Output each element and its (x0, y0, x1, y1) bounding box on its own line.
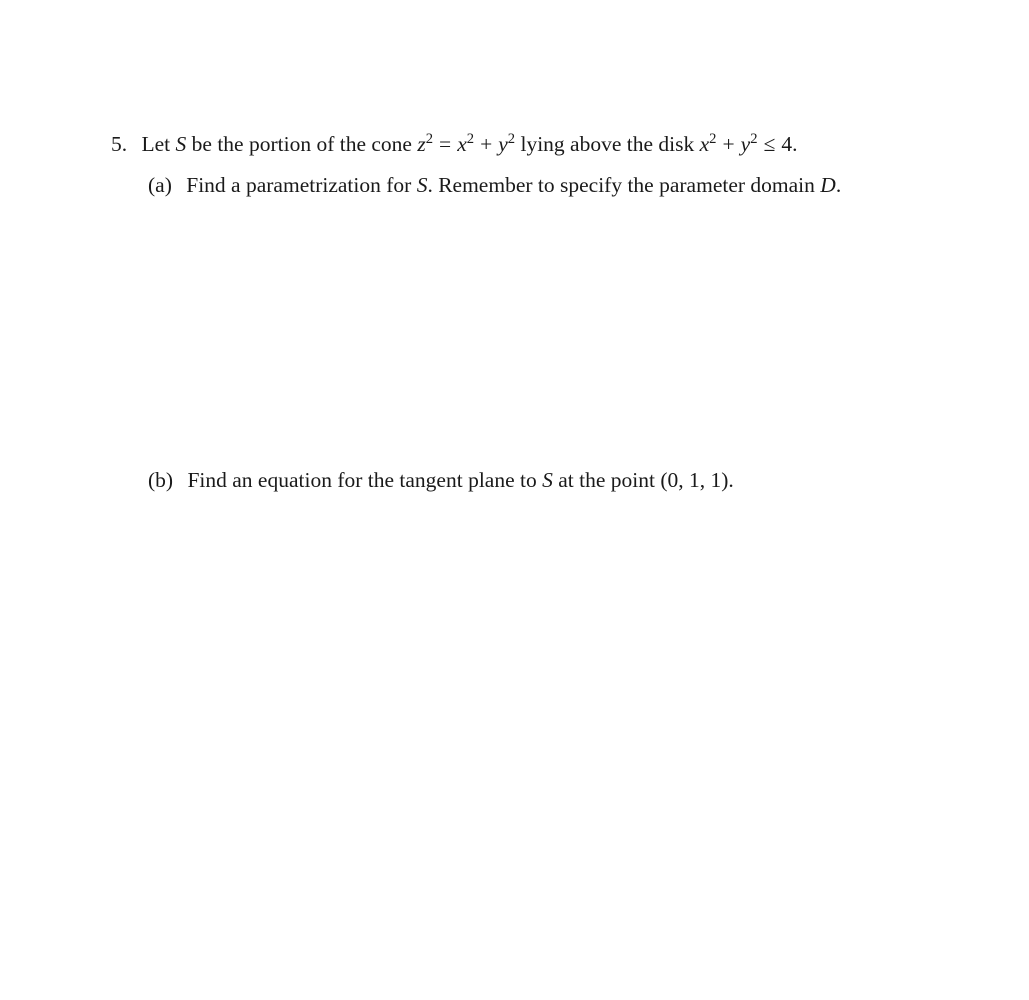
part-a-text: Find a parametrization for (186, 173, 412, 197)
disk-bound: 4. (781, 132, 798, 156)
part-b-period: . (728, 468, 734, 492)
disk-y-var: y (740, 132, 751, 156)
disk-x-var: x (699, 132, 710, 156)
disk-x-exponent: 2 (709, 130, 717, 147)
equals-sign: = (439, 132, 452, 156)
tangent-point: (0, 1, 1) (660, 468, 729, 492)
cone-z-var: z (417, 132, 426, 156)
part-b-surface-symbol: S (542, 468, 553, 492)
part-b-label: (b) (148, 468, 174, 492)
cone-z-exponent: 2 (425, 130, 434, 147)
leq-sign: ≤ (763, 132, 776, 156)
cone-y-exponent: 2 (507, 130, 516, 147)
parameter-domain-symbol: D (820, 173, 836, 197)
surface-symbol: S (175, 132, 187, 156)
part-a-period: . (835, 173, 842, 197)
plus-sign: + (480, 132, 493, 156)
problem-text-portion: be the portion of the cone (191, 132, 412, 156)
problem-number: 5. (111, 132, 128, 156)
cone-x-exponent: 2 (466, 130, 475, 147)
problem-text-let: Let (141, 132, 171, 156)
part-a-text-remember: . Remember to specify the parameter domain (427, 173, 815, 197)
disk-plus-sign: + (722, 132, 735, 156)
part-b (148, 470, 734, 492)
disk-y-exponent: 2 (750, 130, 758, 147)
part-a-surface-symbol: S (416, 173, 428, 197)
cone-equation (417, 132, 515, 156)
cone-x-var: x (457, 132, 467, 156)
part-b-text: Find an equation for the tangent plane to (187, 468, 537, 492)
part-b-text-point: at the point (558, 468, 655, 492)
problem-statement (111, 130, 798, 156)
part-a (148, 175, 841, 197)
problem-text-lying: lying above the disk (520, 132, 695, 156)
part-a-label: (a) (148, 173, 172, 197)
cone-y-var: y (498, 132, 508, 156)
disk-inequality (700, 132, 798, 156)
